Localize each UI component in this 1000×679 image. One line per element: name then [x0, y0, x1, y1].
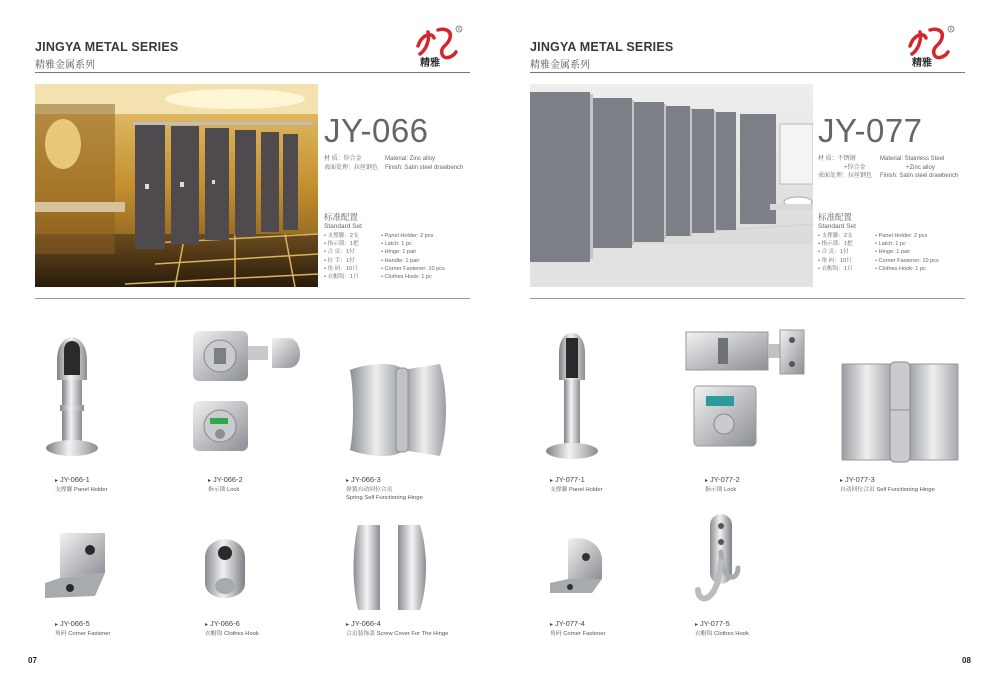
header-rule	[530, 72, 965, 73]
product-caption	[550, 620, 605, 638]
spec-cn-material: 材 质：不锈钢	[818, 156, 856, 162]
product-code: ▸ JY-066-3	[346, 476, 423, 486]
std-cn-item: • 支撑脚：2支	[818, 233, 853, 239]
spec-en	[880, 155, 958, 181]
product-desc: 自动回位合页 Self Functioning Hinge	[840, 486, 935, 493]
svg-text:R: R	[458, 27, 461, 32]
spec-en-material: Material: Stainless Steel	[880, 156, 945, 162]
clothes-hook-image	[690, 512, 750, 612]
std-cn-item: • 衣帽钩：1只	[324, 274, 359, 281]
product-code: ▸ JY-077-5	[695, 620, 749, 630]
std-en-item: • Panel Holder: 2 pcs	[381, 233, 434, 239]
page-number: 08	[962, 656, 971, 665]
standard-set-cn-list	[324, 232, 359, 281]
section-divider	[530, 298, 965, 299]
spec-en	[385, 155, 463, 172]
jingya-logo	[412, 24, 464, 68]
std-en-item: • Clothes Hook: 1 pc	[381, 274, 432, 281]
model-number: JY-077	[818, 112, 923, 149]
product-desc: 弹簧自动回位合页	[346, 486, 393, 493]
model-number: JY-066	[324, 112, 429, 149]
panel-holder-image	[542, 318, 602, 463]
product-code: ▸ JY-077-2	[705, 476, 740, 486]
std-en-item: • Corner Fastener: 10 pcs	[875, 257, 939, 264]
standard-set-title	[818, 212, 856, 232]
product-desc: 衣帽钩 Clothes Hook	[205, 630, 259, 637]
product-caption	[840, 476, 935, 494]
std-cn-item: • 拉 手：1付	[324, 257, 355, 264]
series-title: JINGYA METAL SERIES	[530, 40, 674, 54]
std-en-item: • Hinge: 1 pair	[381, 249, 417, 256]
series-subtitle-cn: 精雅金属系列	[530, 60, 590, 71]
product-desc: 角码 Corner Fastener	[550, 630, 606, 637]
std-cn-item: • 合 页：1付	[818, 249, 849, 256]
standard-set-cn: 标准配置	[818, 212, 853, 222]
std-en-item: • Clothes Hook: 1 pc	[875, 265, 926, 272]
std-en-item: • Handle: 1 pair	[381, 257, 420, 264]
std-en-item: • Panel Holder: 2 pcs	[875, 233, 928, 239]
product-desc: 衣帽钩 Clothes Hook	[695, 630, 749, 637]
product-caption	[55, 620, 110, 638]
spec-en-finish: Finish: Satin steel drawbench	[880, 173, 959, 179]
product-caption	[208, 476, 243, 494]
product-code: ▸ JY-077-1	[550, 476, 603, 486]
std-en-item: • Hinge: 1 pair	[875, 249, 911, 256]
product-desc: 支撑脚 Panel Holder	[55, 486, 108, 493]
jingya-logo	[904, 24, 956, 68]
product-code: ▸ JY-066-6	[205, 620, 259, 630]
spec-cn-material: 材 质：锌合金	[324, 156, 362, 162]
product-code: ▸ JY-066-5	[55, 620, 110, 630]
spec-cn	[324, 155, 378, 172]
std-en-item: • Latch: 1 pc	[875, 241, 906, 248]
washroom-photo	[530, 84, 813, 287]
product-caption	[346, 620, 448, 638]
product-caption	[695, 620, 749, 638]
product-desc: 指示锁 Lock	[208, 486, 240, 493]
spec-en-finish: Finish: Satin steel drawbench	[385, 164, 464, 171]
product-code: ▸ JY-066-4	[346, 620, 448, 630]
product-desc: 支撑脚 Panel Holder	[550, 486, 603, 493]
standard-set-cn-list	[818, 232, 853, 273]
standard-set-en: Standard Set	[818, 223, 856, 230]
product-code: ▸ JY-077-4	[550, 620, 605, 630]
std-cn-item: • 衣帽钩：1只	[818, 265, 853, 272]
product-desc: 指示锁 Lock	[705, 486, 737, 493]
series-title: JINGYA METAL SERIES	[35, 40, 179, 54]
corner-fastener-image	[40, 528, 115, 603]
std-cn-item: • 支撑脚：2支	[324, 233, 359, 239]
clothes-hook-image	[200, 528, 250, 608]
hinge-cover-image	[350, 520, 440, 615]
std-cn-item: • 指示锁：1把	[324, 241, 359, 248]
washroom-photo	[35, 84, 318, 287]
logo-text: 精雅	[912, 58, 932, 68]
std-cn-item: • 角 码：10只	[818, 257, 852, 264]
standard-set-en-list	[381, 232, 445, 281]
logo-text: 精雅	[420, 58, 440, 68]
spec-cn-material-2: +锌合金	[844, 164, 866, 171]
corner-fastener-image	[548, 535, 608, 595]
standard-set-cn: 标准配置	[324, 212, 359, 222]
standard-set-title	[324, 212, 362, 232]
series-subtitle-cn: 精雅金属系列	[35, 60, 95, 71]
std-en-item: • Latch: 1 pc	[381, 241, 412, 248]
std-cn-item: • 合 页：1付	[324, 249, 355, 256]
std-cn-item: • 指示锁：1把	[818, 241, 853, 248]
spec-en-material: Material: Zinc alloy	[385, 156, 436, 162]
product-caption	[346, 476, 423, 503]
std-cn-item: • 角 码：10只	[324, 265, 358, 272]
spec-cn	[818, 155, 872, 181]
spec-cn-finish: 表面处理：拉丝钢色	[818, 173, 873, 179]
product-caption	[55, 476, 108, 494]
product-desc-en: Spring Self Functioning Hinge	[346, 495, 423, 501]
product-caption	[550, 476, 603, 494]
spec-en-material-2: +Zinc alloy	[906, 164, 935, 171]
product-desc: 角码 Corner Fastener	[55, 630, 111, 637]
lock-image	[188, 326, 308, 466]
header-rule	[35, 72, 470, 73]
lock-image	[684, 328, 809, 468]
svg-text:R: R	[950, 27, 953, 32]
product-code: ▸ JY-066-2	[208, 476, 243, 486]
section-divider	[35, 298, 470, 299]
product-caption	[205, 620, 259, 638]
product-caption	[705, 476, 740, 494]
right-page	[500, 0, 1000, 679]
std-en-item: • Corner Fastener: 10 pcs	[381, 265, 445, 272]
standard-set-en: Standard Set	[324, 223, 362, 230]
standard-set-en-list	[875, 232, 939, 273]
page-number: 07	[28, 656, 37, 665]
spring-hinge-image	[340, 360, 460, 460]
product-code: ▸ JY-066-1	[55, 476, 108, 486]
self-functioning-hinge-image	[840, 360, 960, 465]
product-desc: 合页装饰盖 Screw Cover For The Hinge	[346, 630, 449, 637]
panel-holder-image	[42, 320, 102, 460]
product-code: ▸ JY-077-3	[840, 476, 935, 486]
spec-cn-finish: 表面处理：拉丝钢色	[324, 164, 379, 171]
